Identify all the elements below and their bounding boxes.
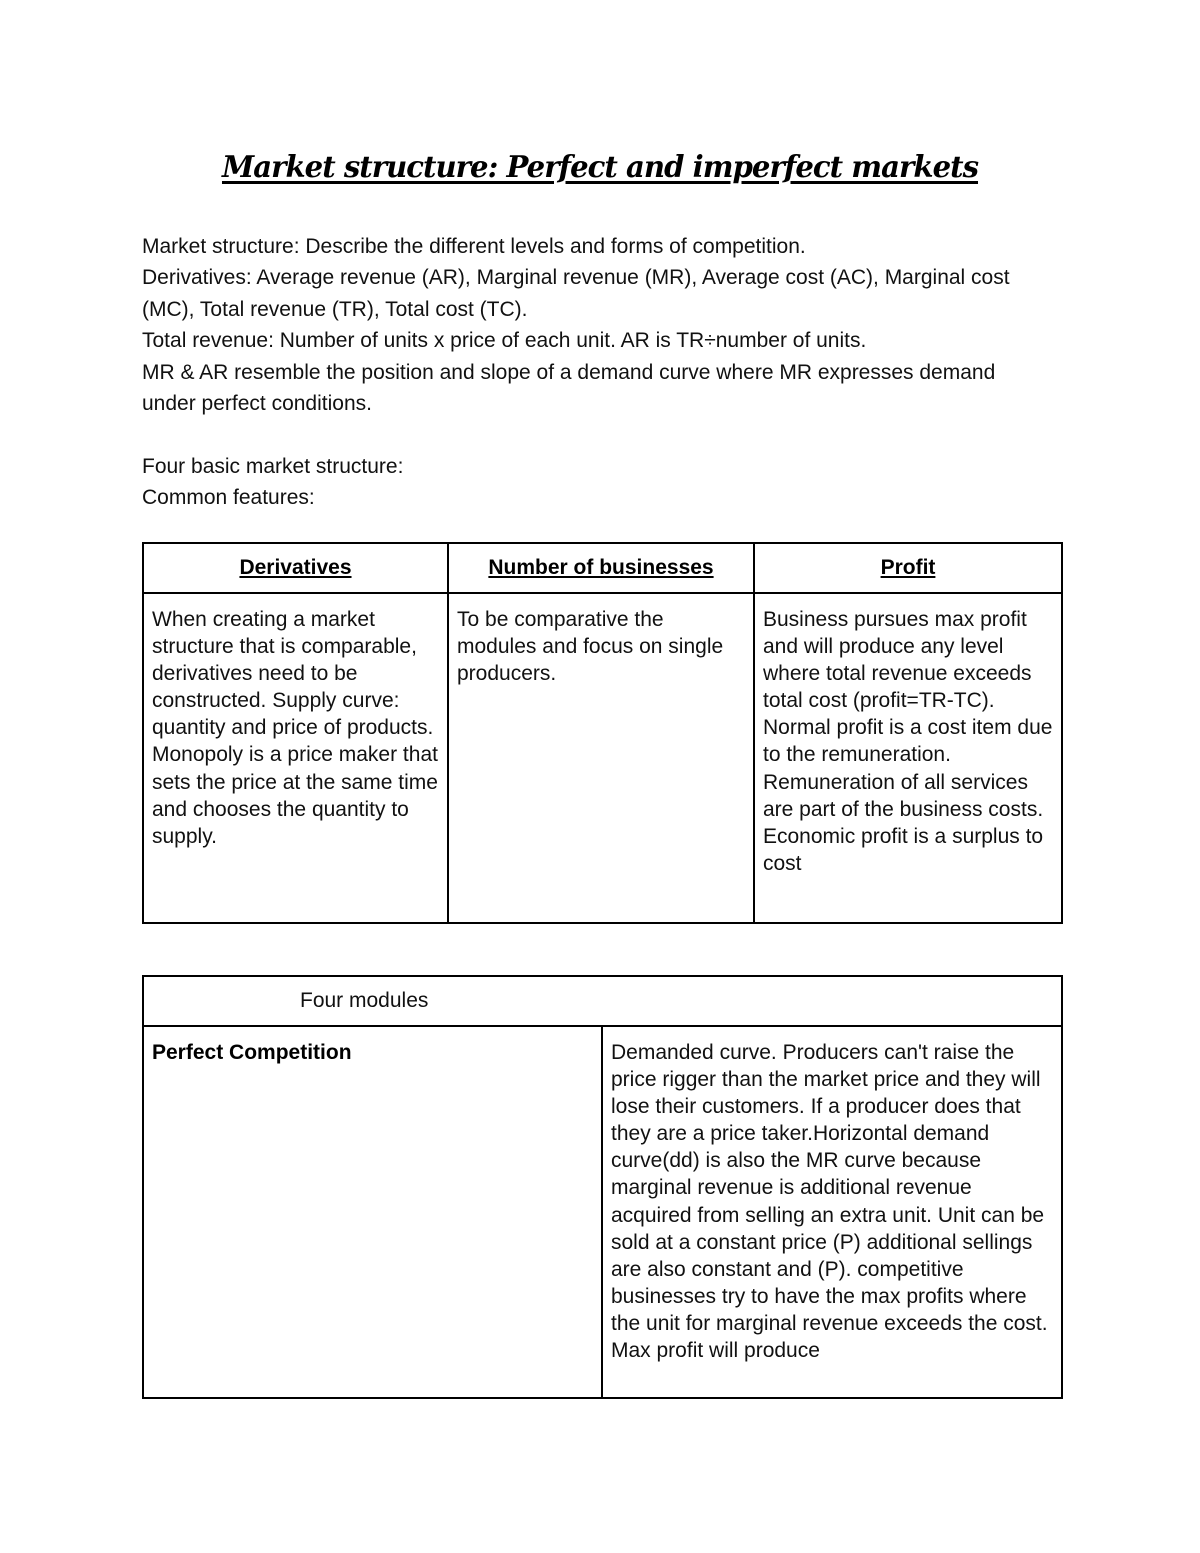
paragraph-derivatives: Derivatives: Average revenue (AR), Marginal revenue (MR), Average cost (AC), Marginal cost (MC), Total revenue (TR), Total cost (TC). (142, 266, 1010, 321)
modules-table (142, 975, 1063, 1399)
paragraph-total-revenue: Total revenue: Number of units x price of each unit. AR is TR÷number of units. (142, 329, 867, 353)
spacer (142, 419, 1042, 450)
cell-derivatives: When creating a market structure that is comparable, derivatives need to be constructed. Supply curve: quantity and price of products. Monopoly is a price maker that sets the price at the same time and chooses the quantity to supply. (143, 593, 448, 923)
table-header-row (143, 543, 1062, 593)
intro-section (142, 231, 1042, 514)
header-number-of-businesses: Number of businesses (448, 543, 754, 593)
module-name-perfect-competition: Perfect Competition (143, 1026, 602, 1398)
header-profit: Profit (754, 543, 1062, 593)
table-row (143, 1026, 1062, 1398)
paragraph-mr-ar: MR & AR resemble the position and slope of a demand curve where MR expresses demand under perfect conditions. (142, 360, 996, 416)
module-description: Demanded curve. Producers can't raise the price rigger than the market price and they will lose their customers. If a producer does that they are a price taker.Horizontal demand curve(dd) is also the MR curve because marginal revenue is additional revenue acquired from selling an extra unit. Unit can be sold at a constant price (P) additional sellings are also constant and (P). competitive businesses try to have the max profits where the unit for marginal revenue exceeds the cost. Max profit will produce (602, 1026, 1062, 1398)
page-title: Market structure: Perfect and imperfect markets (221, 150, 979, 185)
header-four-modules: Four modules (143, 976, 1062, 1026)
line-four-basic: Four basic market structure: (142, 454, 404, 478)
features-table (142, 542, 1063, 924)
table-header-row (143, 976, 1062, 1026)
line-common-features: Common features: (142, 486, 315, 510)
table-row (143, 593, 1062, 923)
cell-number-of-businesses: To be comparative the modules and focus on single producers. (448, 593, 754, 923)
paragraph-market-structure: Market structure: Describe the different levels and forms of competition. (142, 235, 806, 258)
cell-profit: Business pursues max profit and will produce any level where total revenue exceeds total cost (profit=TR-TC). Normal profit is a cost item due to the remuneration. Remuneration of all services are part of the business costs. Economic profit is a surplus to cost (754, 593, 1062, 923)
header-derivatives: Derivatives (143, 543, 448, 593)
